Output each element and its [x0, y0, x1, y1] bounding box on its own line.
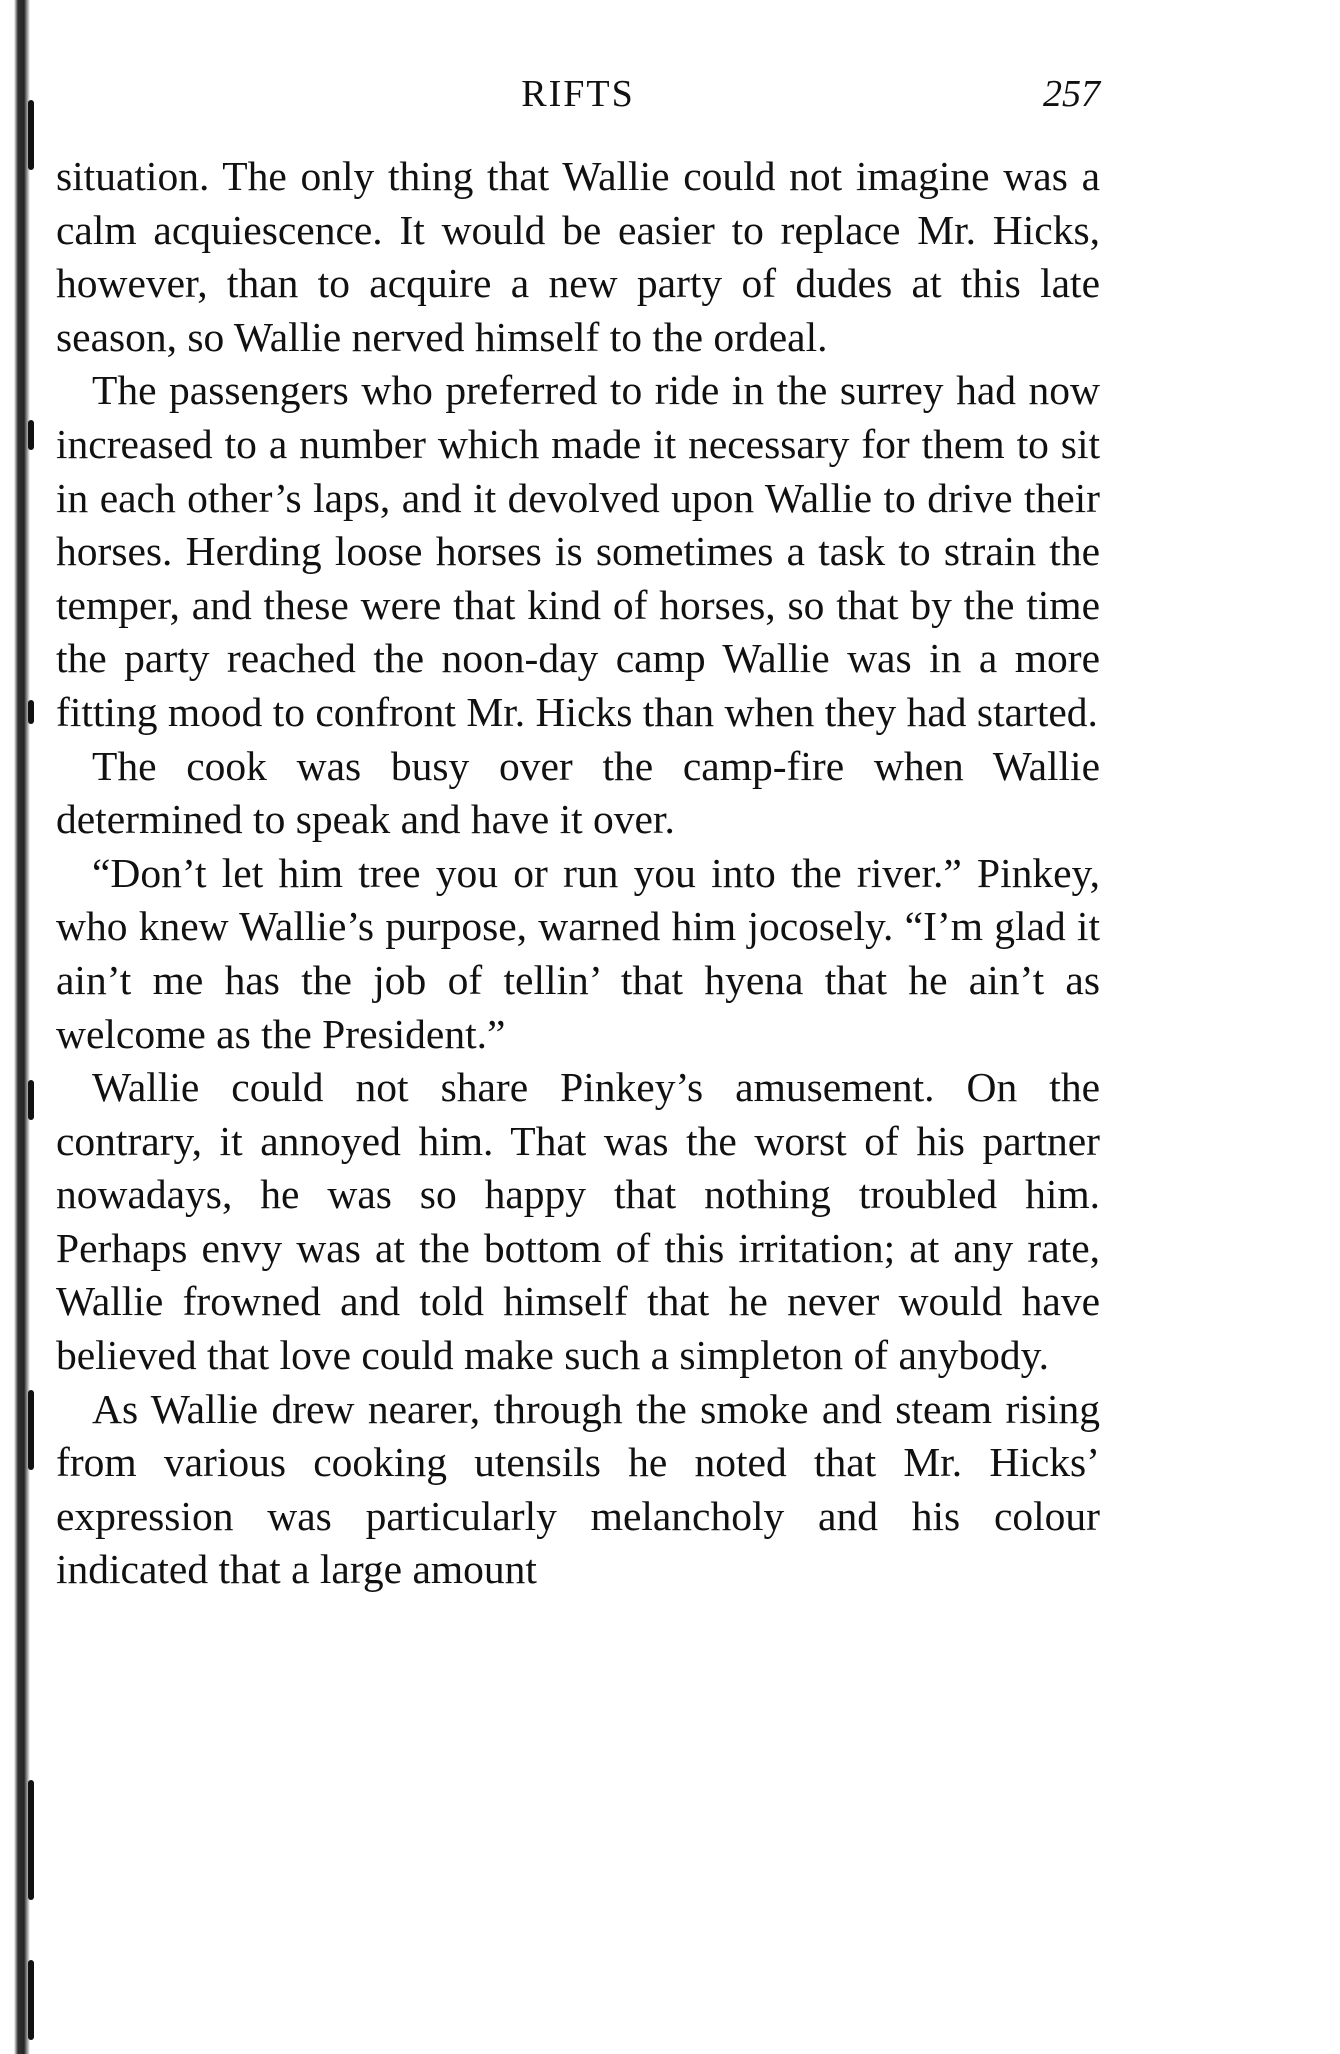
- page-number: 257: [1043, 73, 1100, 115]
- paragraph: The passengers who preferred to ride in the surrey had now increased to a number which made it necessary for them to sit in each other’s laps, and it devolved upon Wallie to drive their horses. Herding loose horses is sometimes a task to strain the temper, and these were that kind of horses, so that by the time the party reached the noon-day camp Wallie was in a more fitting mood to confront Mr. Hicks than when they had started.: [56, 367, 1100, 735]
- running-head: RIFTS: [521, 73, 635, 115]
- body-text: [56, 150, 1100, 1597]
- paragraph: The cook was busy over the camp-fire when Wallie determined to speak and have it over.: [56, 742, 1100, 843]
- binding-edge-marks: [28, 60, 58, 2040]
- page-header: [56, 72, 1100, 122]
- paragraph: situation. The only thing that Wallie could not imagine was a calm acquiescence. It would be easier to replace Mr. Hicks, however, than to acquire a new party of dudes at this late season, so Wallie nerved himself to the ordeal.: [56, 153, 1100, 360]
- paragraph: “Don’t let him tree you or run you into the river.” Pinkey, who knew Wallie’s purpose, warned him jocosely. “I’m glad it ain’t me has the job of tellin’ that hyena that he ain’t as welcome as the President.”: [56, 849, 1100, 1057]
- paragraph: As Wallie drew nearer, through the smoke and steam rising from various cooking utensils he noted that Mr. Hicks’ expression was particularly melancholy and his colour indicated that a large amount: [56, 1385, 1100, 1593]
- paragraph: Wallie could not share Pinkey’s amusement. On the contrary, it annoyed him. That was the worst of his partner nowadays, he was so happy that nothing troubled him. Perhaps envy was at the bottom of this irritation; at any rate, Wallie frowned and told himself that he never would have believed that love could make such a simpleton of anybody.: [56, 1064, 1100, 1379]
